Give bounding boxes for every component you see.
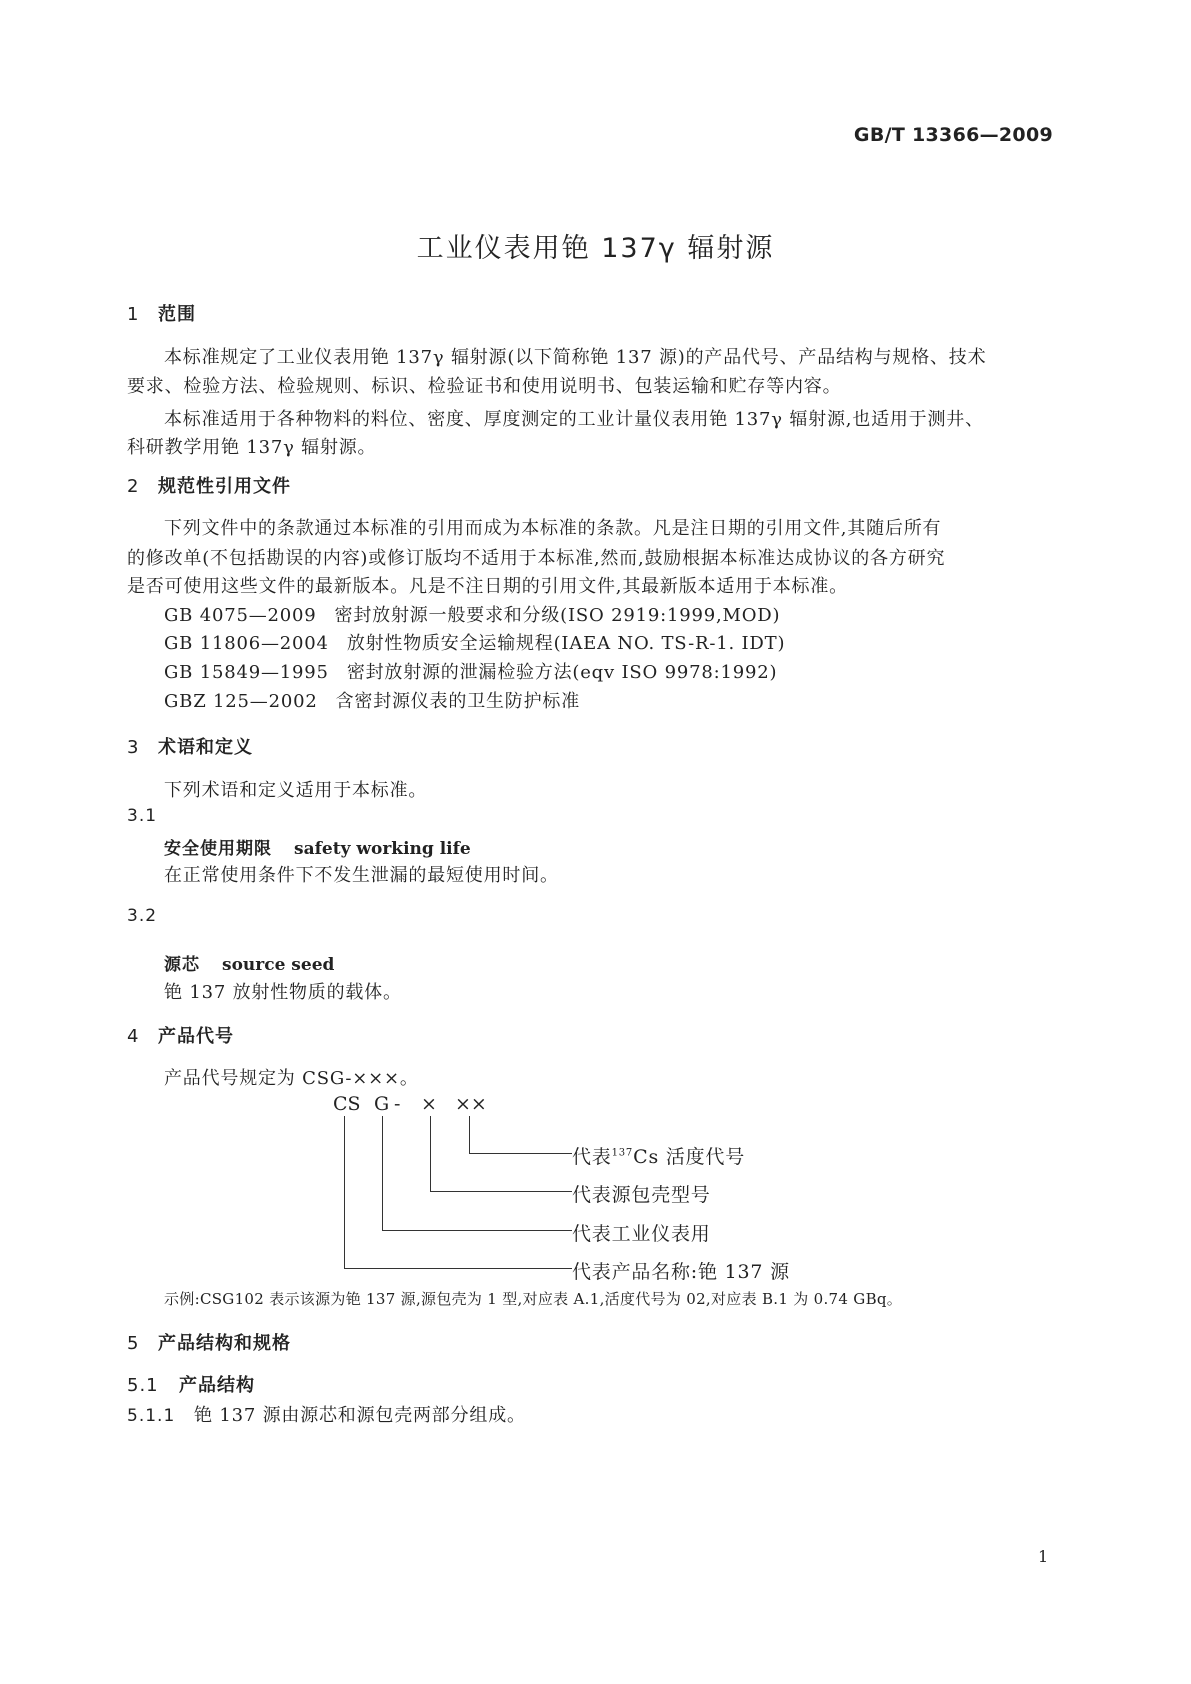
reference-item	[164, 601, 780, 627]
paragraph-line: 要求、检验方法、检验规则、标识、检验证书和使用说明书、包装运输和贮存等内容。	[127, 376, 842, 397]
term-cn: 安全使用期限	[164, 839, 272, 859]
document-title: 工业仪表用铯 137γ 辐射源	[416, 233, 775, 264]
code-part-activity: ××	[455, 1093, 487, 1115]
reference-code: GB 15849—1995	[164, 662, 329, 683]
paragraph-line: 本标准适用于各种物料的料位、密度、厚度测定的工业计量仪表用铯 137γ 辐射源,也适用于测井、	[164, 409, 984, 430]
subsection-5-1-heading	[127, 1371, 255, 1397]
leader-line-activity-h	[469, 1153, 572, 1154]
paragraph-line: 的修改单(不包括勘误的内容)或修订版均不适用于本标准,然而,鼓励根据本标准达成协议的各方研究	[127, 548, 946, 569]
term-heading	[164, 834, 471, 859]
section-number: 2	[127, 476, 140, 497]
reference-title: 密封放射源一般要求和分级(ISO 2919:1999,MOD)	[334, 605, 781, 626]
section-number: 4	[127, 1026, 140, 1047]
section-title: 规范性引用文件	[158, 476, 291, 497]
page-number: 1	[1038, 1547, 1049, 1566]
paragraph-line: 下列术语和定义适用于本标准。	[164, 780, 428, 801]
reference-title: 含密封源仪表的卫生防护标准	[335, 691, 581, 712]
reference-code: GBZ 125—2002	[164, 691, 318, 712]
term-cn: 源芯	[164, 955, 200, 975]
section-1-heading	[127, 300, 196, 326]
paragraph-line: 本标准规定了工业仪表用铯 137γ 辐射源(以下简称铯 137 源)的产品代号、产品结构与规格、技术	[164, 347, 987, 368]
label-housing-type: 代表源包壳型号	[572, 1184, 711, 1206]
reference-item	[164, 687, 580, 713]
leader-line-housing-h	[430, 1191, 572, 1192]
section-3-heading	[127, 733, 253, 759]
leader-line-industrial-h	[382, 1230, 572, 1231]
label-product-name: 代表产品名称:铯 137 源	[572, 1261, 790, 1283]
reference-title: 放射性物质安全运输规程(IAEA NO. TS-R-1. IDT)	[346, 633, 786, 654]
label-industrial-use: 代表工业仪表用	[572, 1223, 711, 1245]
reference-item	[164, 658, 777, 684]
paragraph-line: 科研教学用铯 137γ 辐射源。	[127, 437, 377, 458]
section-number: 1	[127, 304, 140, 325]
code-part-cs: CS	[333, 1093, 361, 1115]
section-2-heading	[127, 472, 291, 498]
section-number: 3	[127, 737, 140, 758]
section-title: 产品代号	[158, 1026, 234, 1047]
leader-line-activity	[469, 1116, 470, 1153]
reference-item	[164, 629, 785, 655]
clause-text: 铯 137 源由源芯和源包壳两部分组成。	[194, 1405, 526, 1426]
section-number: 5	[127, 1333, 140, 1354]
term-number: 3.2	[127, 906, 158, 926]
reference-code: GB 4075—2009	[164, 605, 317, 626]
paragraph-line: 产品代号规定为 CSG-×××。	[164, 1068, 419, 1089]
term-number: 3.1	[127, 806, 158, 826]
paragraph-line: 下列文件中的条款通过本标准的引用而成为本标准的条款。凡是注日期的引用文件,其随后所有	[164, 518, 942, 539]
label-activity-code: 代表$^{137}$Cs 活度代号	[572, 1146, 746, 1168]
clause-number: 5.1.1	[127, 1406, 176, 1426]
section-title: 范围	[158, 304, 196, 325]
section-5-heading	[127, 1329, 291, 1355]
term-definition: 铯 137 放射性物质的载体。	[164, 982, 402, 1003]
section-4-heading	[127, 1022, 234, 1048]
leader-line-housing	[430, 1116, 431, 1191]
section-title: 术语和定义	[158, 737, 253, 758]
code-part-housing: ×	[421, 1093, 437, 1115]
leader-line-industrial	[382, 1116, 383, 1230]
term-en: source seed	[222, 955, 335, 975]
reference-code: GB 11806—2004	[164, 633, 329, 654]
reference-title: 密封放射源的泄漏检验方法(eqv ISO 9978:1992)	[346, 662, 778, 683]
term-heading	[164, 950, 334, 975]
section-title: 产品结构和规格	[158, 1333, 291, 1354]
code-part-g: G	[374, 1093, 390, 1115]
term-en: safety working life	[294, 839, 471, 859]
clause-5-1-1	[127, 1401, 526, 1427]
standard-number: GB/T 13366—2009	[853, 124, 1053, 146]
leader-line-product-h	[344, 1268, 572, 1269]
example-note: 示例:CSG102 表示该源为铯 137 源,源包壳为 1 型,对应表 A.1,活度代号为 02,对应表 B.1 为 0.74 GBq。	[164, 1290, 903, 1308]
subsection-title: 产品结构	[179, 1375, 255, 1396]
paragraph-line: 是否可使用这些文件的最新版本。凡是不注日期的引用文件,其最新版本适用于本标准。	[127, 576, 848, 597]
leader-line-product	[344, 1116, 345, 1268]
code-part-dash: -	[394, 1093, 401, 1115]
subsection-number: 5.1	[127, 1375, 159, 1396]
term-definition: 在正常使用条件下不发生泄漏的最短使用时间。	[164, 865, 559, 886]
